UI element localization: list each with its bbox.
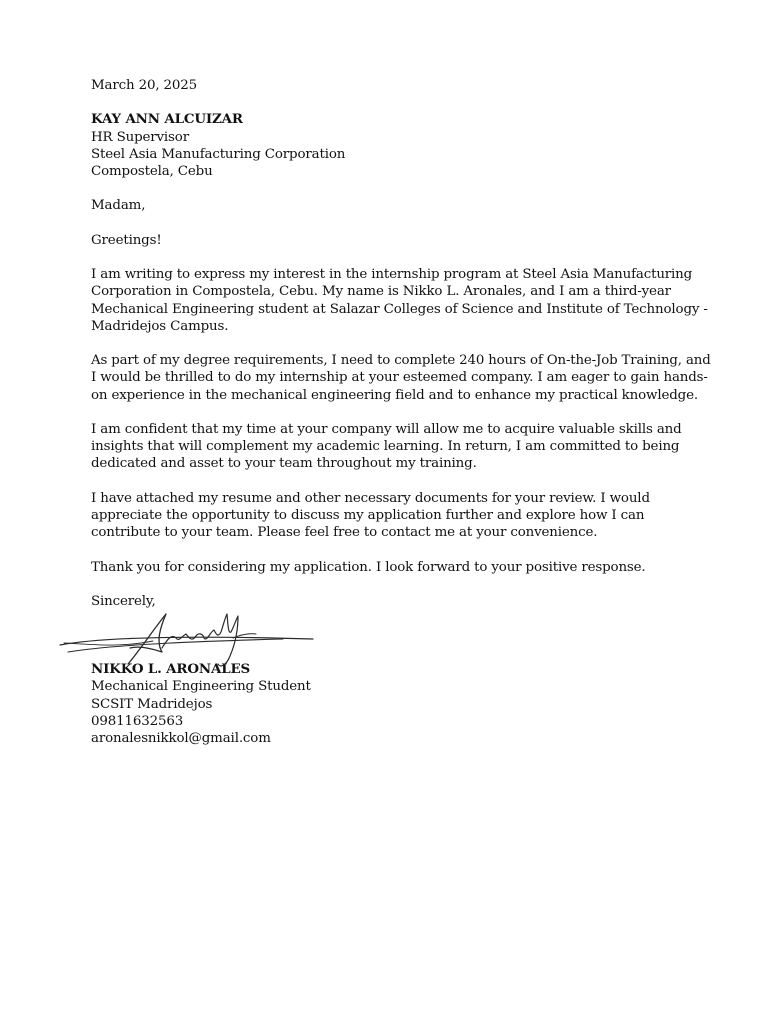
- body-line: I have attached my resume and other necessary documents for your review. I would: [91, 490, 650, 506]
- sender-name: NIKKO L. ARONALES: [91, 661, 251, 678]
- body-line: Corporation in Compostela, Cebu. My name is Nikko L. Aronales, and I am a third-year: [91, 284, 671, 300]
- sender-email: aronalesnikkol@gmail.com: [91, 730, 271, 746]
- spacer: [91, 180, 711, 197]
- sender-role: Mechanical Engineering Student: [91, 679, 311, 695]
- sender-school: SCSIT Madridejos: [91, 696, 213, 712]
- body-paragraph-requirements: [91, 352, 711, 404]
- letter-date: March 20, 2025: [91, 78, 198, 93]
- body-paragraph-attachments: [91, 490, 711, 542]
- body-line: I am confident that my time at your company will allow me to acquire valuable skills and: [91, 421, 682, 437]
- body-line: contribute to your team. Please feel free to contact me at your convenience.: [91, 525, 598, 541]
- letter: [91, 77, 711, 747]
- salutation: Madam,: [91, 198, 146, 214]
- spacer: [91, 404, 711, 421]
- recipient-block: [91, 111, 711, 180]
- spacer: [91, 335, 711, 352]
- sender-phone: 09811632563: [91, 713, 184, 729]
- spacer: [91, 473, 711, 490]
- body-line: Mechanical Engineering student at Salazar Colleges of Science and Institute of Technology -: [91, 301, 708, 317]
- spacer: [91, 576, 711, 593]
- body-line: As part of my degree requirements, I need to complete 240 hours of On-the-Job Training, and: [91, 353, 711, 369]
- recipient-name: KAY ANN ALCUIZAR: [91, 111, 243, 128]
- body-line: dedicated and asset to your team throughout my training.: [91, 456, 477, 472]
- spacer: [91, 249, 711, 266]
- body-line: Thank you for considering my application. I look forward to your positive response.: [91, 559, 646, 575]
- body-line: Madridejos Campus.: [91, 318, 229, 334]
- signature-area: [91, 610, 711, 661]
- body-line: on experience in the mechanical engineering field and to enhance my practical knowledge.: [91, 387, 698, 403]
- spacer: [91, 94, 711, 111]
- greeting: Greetings!: [91, 232, 162, 248]
- body-paragraph-confidence: [91, 421, 711, 473]
- spacer: [91, 215, 711, 232]
- closing: Sincerely,: [91, 593, 156, 609]
- body-line: appreciate the opportunity to discuss my application further and explore how I can: [91, 507, 645, 523]
- recipient-location: Compostela, Cebu: [91, 164, 213, 179]
- body-line: I would be thrilled to do my internship at your esteemed company. I am eager to gain hands-: [91, 370, 708, 386]
- handwritten-signature: [58, 608, 318, 680]
- body-paragraph-thanks: [91, 559, 711, 576]
- body-line: I am writing to express my interest in the internship program at Steel Asia Manufacturing: [91, 267, 693, 283]
- body-paragraph-intro: [91, 266, 711, 335]
- spacer: [91, 541, 711, 558]
- recipient-company: Steel Asia Manufacturing Corporation: [91, 146, 346, 162]
- recipient-title: HR Supervisor: [91, 129, 189, 145]
- body-line: insights that will complement my academic learning. In return, I am committed to being: [91, 439, 680, 455]
